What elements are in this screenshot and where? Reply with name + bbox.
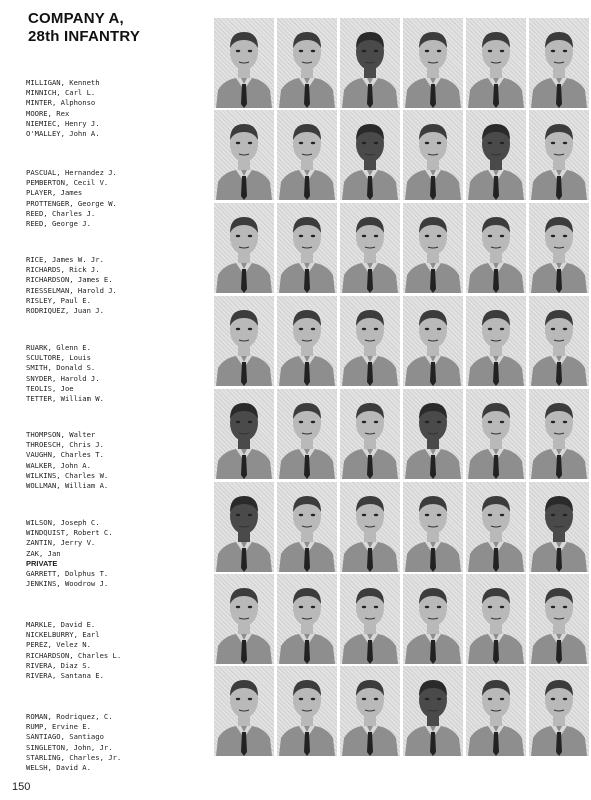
name-entry: WELSH, David A. bbox=[26, 763, 91, 773]
soldier-portrait bbox=[529, 203, 589, 293]
soldier-portrait bbox=[340, 18, 400, 108]
title-line-company: COMPANY A, bbox=[28, 10, 124, 27]
soldier-portrait bbox=[529, 110, 589, 200]
name-entry: ZAK, Jan bbox=[26, 548, 61, 558]
portrait-image bbox=[529, 482, 589, 572]
portrait-row bbox=[214, 482, 582, 572]
portrait-image bbox=[277, 482, 337, 572]
soldier-portrait bbox=[529, 389, 589, 479]
portrait-image bbox=[403, 666, 463, 756]
portrait-row bbox=[214, 110, 582, 200]
soldier-portrait bbox=[277, 666, 337, 756]
portrait-image bbox=[340, 482, 400, 572]
portrait-image bbox=[403, 574, 463, 664]
name-entry: SANTIAGO, Santiago bbox=[26, 732, 104, 742]
portrait-image bbox=[403, 389, 463, 479]
portrait-image bbox=[277, 574, 337, 664]
name-entry: PASCUAL, Hernandez J. bbox=[26, 168, 117, 177]
name-entry: ZANTIN, Jerry V. bbox=[26, 538, 96, 548]
portrait-image bbox=[214, 666, 274, 756]
soldier-portrait bbox=[340, 296, 400, 386]
name-entry: RICHARDS, Rick J. bbox=[26, 265, 100, 275]
name-group-7 bbox=[26, 620, 211, 681]
portrait-image bbox=[403, 110, 463, 200]
soldier-portrait bbox=[529, 18, 589, 108]
name-entry: PLAYER, James bbox=[26, 188, 83, 198]
soldier-portrait bbox=[340, 666, 400, 756]
portrait-image bbox=[214, 482, 274, 572]
soldier-portrait bbox=[340, 203, 400, 293]
soldier-portrait bbox=[214, 110, 274, 200]
soldier-portrait bbox=[214, 203, 274, 293]
portrait-image bbox=[466, 666, 526, 756]
name-entry: SINGLETON, John, Jr. bbox=[26, 742, 113, 752]
name-entry: WOLLMAN, William A. bbox=[26, 481, 109, 491]
name-entry: VAUGHN, Charles T. bbox=[26, 450, 104, 460]
soldier-portrait bbox=[403, 18, 463, 108]
name-entry: RICHARDSON, Charles L. bbox=[26, 650, 122, 660]
soldier-portrait bbox=[403, 296, 463, 386]
soldier-portrait bbox=[466, 296, 526, 386]
portrait-image bbox=[466, 296, 526, 386]
name-entry: WILKINS, Charles W. bbox=[26, 470, 109, 480]
name-entry: RICHARDSON, James E. bbox=[26, 275, 113, 285]
portrait-image bbox=[214, 574, 274, 664]
name-entry: MILLIGAN, Kenneth bbox=[26, 78, 100, 87]
soldier-portrait bbox=[403, 203, 463, 293]
name-entry: RIESSELMAN, Harold J. bbox=[26, 285, 117, 295]
portrait-image bbox=[340, 389, 400, 479]
portrait-image bbox=[466, 482, 526, 572]
name-group-5 bbox=[26, 430, 211, 491]
portrait-image bbox=[466, 389, 526, 479]
name-entry: SCULTORE, Louis bbox=[26, 353, 91, 363]
soldier-portrait bbox=[403, 666, 463, 756]
name-entry: STARLING, Charles, Jr. bbox=[26, 752, 122, 762]
name-group-4 bbox=[26, 343, 211, 404]
name-group-8 bbox=[26, 712, 211, 773]
name-entry: ROMAN, Rodriquez, C. bbox=[26, 712, 113, 721]
name-entry: WINDQUIST, Robert C. bbox=[26, 528, 113, 538]
name-entry: MINTER, Alphonso bbox=[26, 98, 96, 108]
soldier-portrait bbox=[340, 574, 400, 664]
portrait-image bbox=[403, 18, 463, 108]
soldier-portrait bbox=[403, 110, 463, 200]
soldier-portrait bbox=[214, 482, 274, 572]
portrait-image bbox=[403, 296, 463, 386]
name-entry: RODRIQUEZ, Juan J. bbox=[26, 306, 104, 316]
name-group-6 bbox=[26, 518, 211, 589]
portrait-image bbox=[529, 203, 589, 293]
portrait-image bbox=[529, 666, 589, 756]
name-group-3 bbox=[26, 255, 211, 316]
portrait-image bbox=[277, 296, 337, 386]
soldier-portrait bbox=[466, 203, 526, 293]
soldier-portrait bbox=[403, 482, 463, 572]
name-entry: PROTTENGER, George W. bbox=[26, 198, 117, 208]
soldier-portrait bbox=[340, 482, 400, 572]
soldier-portrait bbox=[466, 666, 526, 756]
soldier-portrait bbox=[277, 574, 337, 664]
portrait-image bbox=[403, 203, 463, 293]
portrait-row bbox=[214, 296, 582, 386]
name-entry: JENKINS, Woodrow J. bbox=[26, 579, 109, 589]
soldier-portrait bbox=[340, 389, 400, 479]
soldier-portrait bbox=[403, 389, 463, 479]
name-entry: REED, Charles J. bbox=[26, 208, 96, 218]
portrait-image bbox=[277, 203, 337, 293]
name-entry: PEREZ, Velez N. bbox=[26, 640, 91, 650]
name-entry: RUARK, Glenn E. bbox=[26, 343, 91, 352]
name-entry: MOORE, Rex bbox=[26, 108, 70, 118]
name-entry: WALKER, John A. bbox=[26, 460, 91, 470]
name-entry: MARKLE, David E. bbox=[26, 620, 96, 629]
soldier-portrait bbox=[529, 574, 589, 664]
name-entry: RUMP, Ervine E. bbox=[26, 722, 91, 732]
soldier-portrait bbox=[466, 18, 526, 108]
rank-heading: PRIVATE bbox=[26, 558, 58, 568]
portrait-image bbox=[214, 110, 274, 200]
soldier-portrait bbox=[340, 110, 400, 200]
portrait-image bbox=[466, 18, 526, 108]
name-entry: THOMPSON, Walter bbox=[26, 430, 96, 439]
name-entry: GARRETT, Dolphus T. bbox=[26, 569, 109, 579]
soldier-portrait bbox=[529, 482, 589, 572]
name-entry: TETTER, William W. bbox=[26, 394, 104, 404]
portrait-image bbox=[529, 296, 589, 386]
portrait-image bbox=[340, 203, 400, 293]
soldier-portrait bbox=[214, 296, 274, 386]
soldier-portrait bbox=[466, 110, 526, 200]
soldier-portrait bbox=[403, 574, 463, 664]
portrait-image bbox=[214, 203, 274, 293]
name-entry: MINNICH, Carl L. bbox=[26, 88, 96, 98]
portrait-grid bbox=[214, 18, 582, 758]
name-entry: TEOLIS, Joe bbox=[26, 383, 74, 393]
name-group-1 bbox=[26, 78, 211, 139]
name-entry: RICE, James W. Jr. bbox=[26, 255, 104, 264]
portrait-image bbox=[340, 296, 400, 386]
portrait-image bbox=[466, 203, 526, 293]
soldier-portrait bbox=[277, 18, 337, 108]
portrait-image bbox=[466, 574, 526, 664]
portrait-image bbox=[277, 110, 337, 200]
name-entry: NIEMIEC, Henry J. bbox=[26, 118, 100, 128]
portrait-image bbox=[214, 389, 274, 479]
portrait-row bbox=[214, 666, 582, 756]
soldier-portrait bbox=[214, 574, 274, 664]
title-line-regiment: 28th INFANTRY bbox=[28, 28, 141, 45]
name-entry: PEMBERTON, Cecil V. bbox=[26, 178, 109, 188]
portrait-row bbox=[214, 203, 582, 293]
portrait-image bbox=[340, 574, 400, 664]
soldier-portrait bbox=[529, 296, 589, 386]
soldier-portrait bbox=[277, 482, 337, 572]
portrait-image bbox=[529, 18, 589, 108]
name-entry: RIVERA, Santana E. bbox=[26, 671, 104, 681]
portrait-image bbox=[529, 110, 589, 200]
soldier-portrait bbox=[277, 203, 337, 293]
name-entry: SNYDER, Harold J. bbox=[26, 373, 100, 383]
soldier-portrait bbox=[214, 18, 274, 108]
name-entry: WILSON, Joseph C. bbox=[26, 518, 100, 527]
soldier-portrait bbox=[214, 389, 274, 479]
soldier-portrait bbox=[277, 296, 337, 386]
name-entry: O'MALLEY, John A. bbox=[26, 129, 100, 139]
soldier-portrait bbox=[466, 482, 526, 572]
portrait-image bbox=[529, 574, 589, 664]
soldier-portrait bbox=[529, 666, 589, 756]
name-entry: NICKELBURRY, Earl bbox=[26, 630, 100, 640]
portrait-row bbox=[214, 18, 582, 108]
portrait-row bbox=[214, 389, 582, 479]
page-number: 150 bbox=[12, 781, 31, 793]
name-entry: SMITH, Donald S. bbox=[26, 363, 96, 373]
portrait-image bbox=[529, 389, 589, 479]
name-entry: THROESCH, Chris J. bbox=[26, 440, 104, 450]
name-group-2 bbox=[26, 168, 211, 229]
portrait-image bbox=[466, 110, 526, 200]
soldier-portrait bbox=[277, 110, 337, 200]
portrait-image bbox=[403, 482, 463, 572]
soldier-portrait bbox=[466, 574, 526, 664]
soldier-portrait bbox=[214, 666, 274, 756]
portrait-image bbox=[277, 389, 337, 479]
portrait-image bbox=[277, 18, 337, 108]
portrait-image bbox=[340, 110, 400, 200]
portrait-image bbox=[340, 18, 400, 108]
portrait-row bbox=[214, 574, 582, 664]
page-title bbox=[28, 10, 140, 46]
soldier-portrait bbox=[277, 389, 337, 479]
portrait-image bbox=[277, 666, 337, 756]
name-entry: REED, George J. bbox=[26, 219, 91, 229]
portrait-image bbox=[214, 296, 274, 386]
name-entry: RIVERA, Diaz S. bbox=[26, 660, 91, 670]
portrait-image bbox=[340, 666, 400, 756]
name-entry: RISLEY, Paul E. bbox=[26, 295, 91, 305]
soldier-portrait bbox=[466, 389, 526, 479]
portrait-image bbox=[214, 18, 274, 108]
